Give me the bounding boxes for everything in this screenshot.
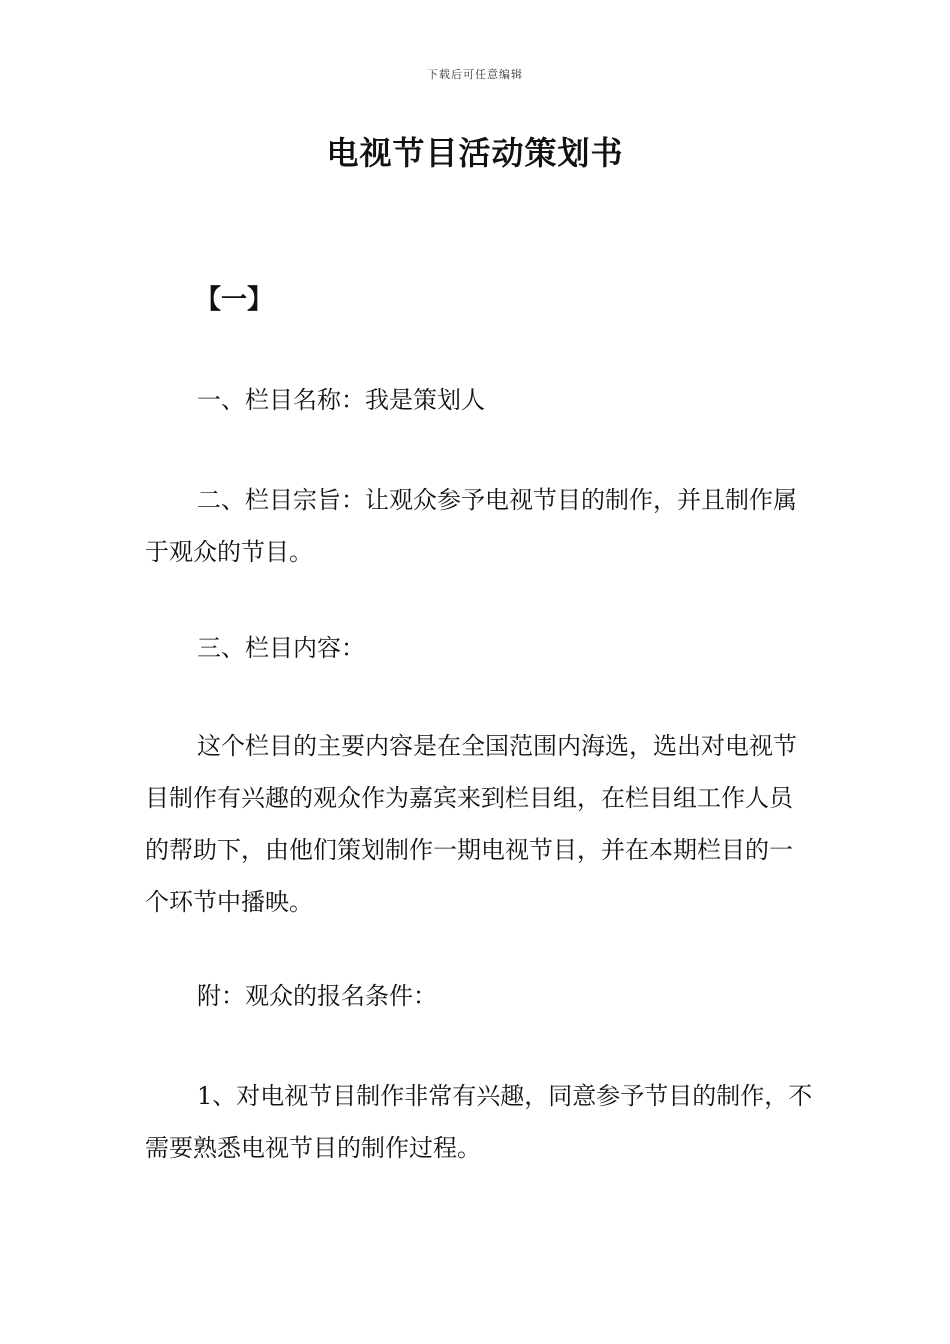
document-title: 电视节目活动策划书	[326, 134, 624, 172]
paragraph-column-content-heading: 三、栏目内容：	[197, 634, 365, 662]
paragraph-column-content: 这个栏目的主要内容是在全国范围内海选，选出对电视节目制作有兴趣的观众作为嘉宾来到栏目组，在栏目组工作人员的帮助下，由他们策划制作一期电视节目，并在本期栏目的一个环节中播映。	[145, 732, 797, 916]
section-mark: 【一】	[195, 285, 274, 315]
header-note: 下载后可任意编辑	[427, 68, 523, 81]
paragraph-registration-condition-1: 1、对电视节目制作非常有兴趣，同意参予节目的制作，不需要熟悉电视节目的制作过程。	[145, 1082, 813, 1162]
paragraph-registration-heading: 附：观众的报名条件：	[197, 982, 437, 1010]
paragraph-column-name: 一、栏目名称：我是策划人	[197, 386, 485, 414]
paragraph-column-purpose: 二、栏目宗旨：让观众参予电视节目的制作，并且制作属于观众的节目。	[145, 486, 797, 566]
